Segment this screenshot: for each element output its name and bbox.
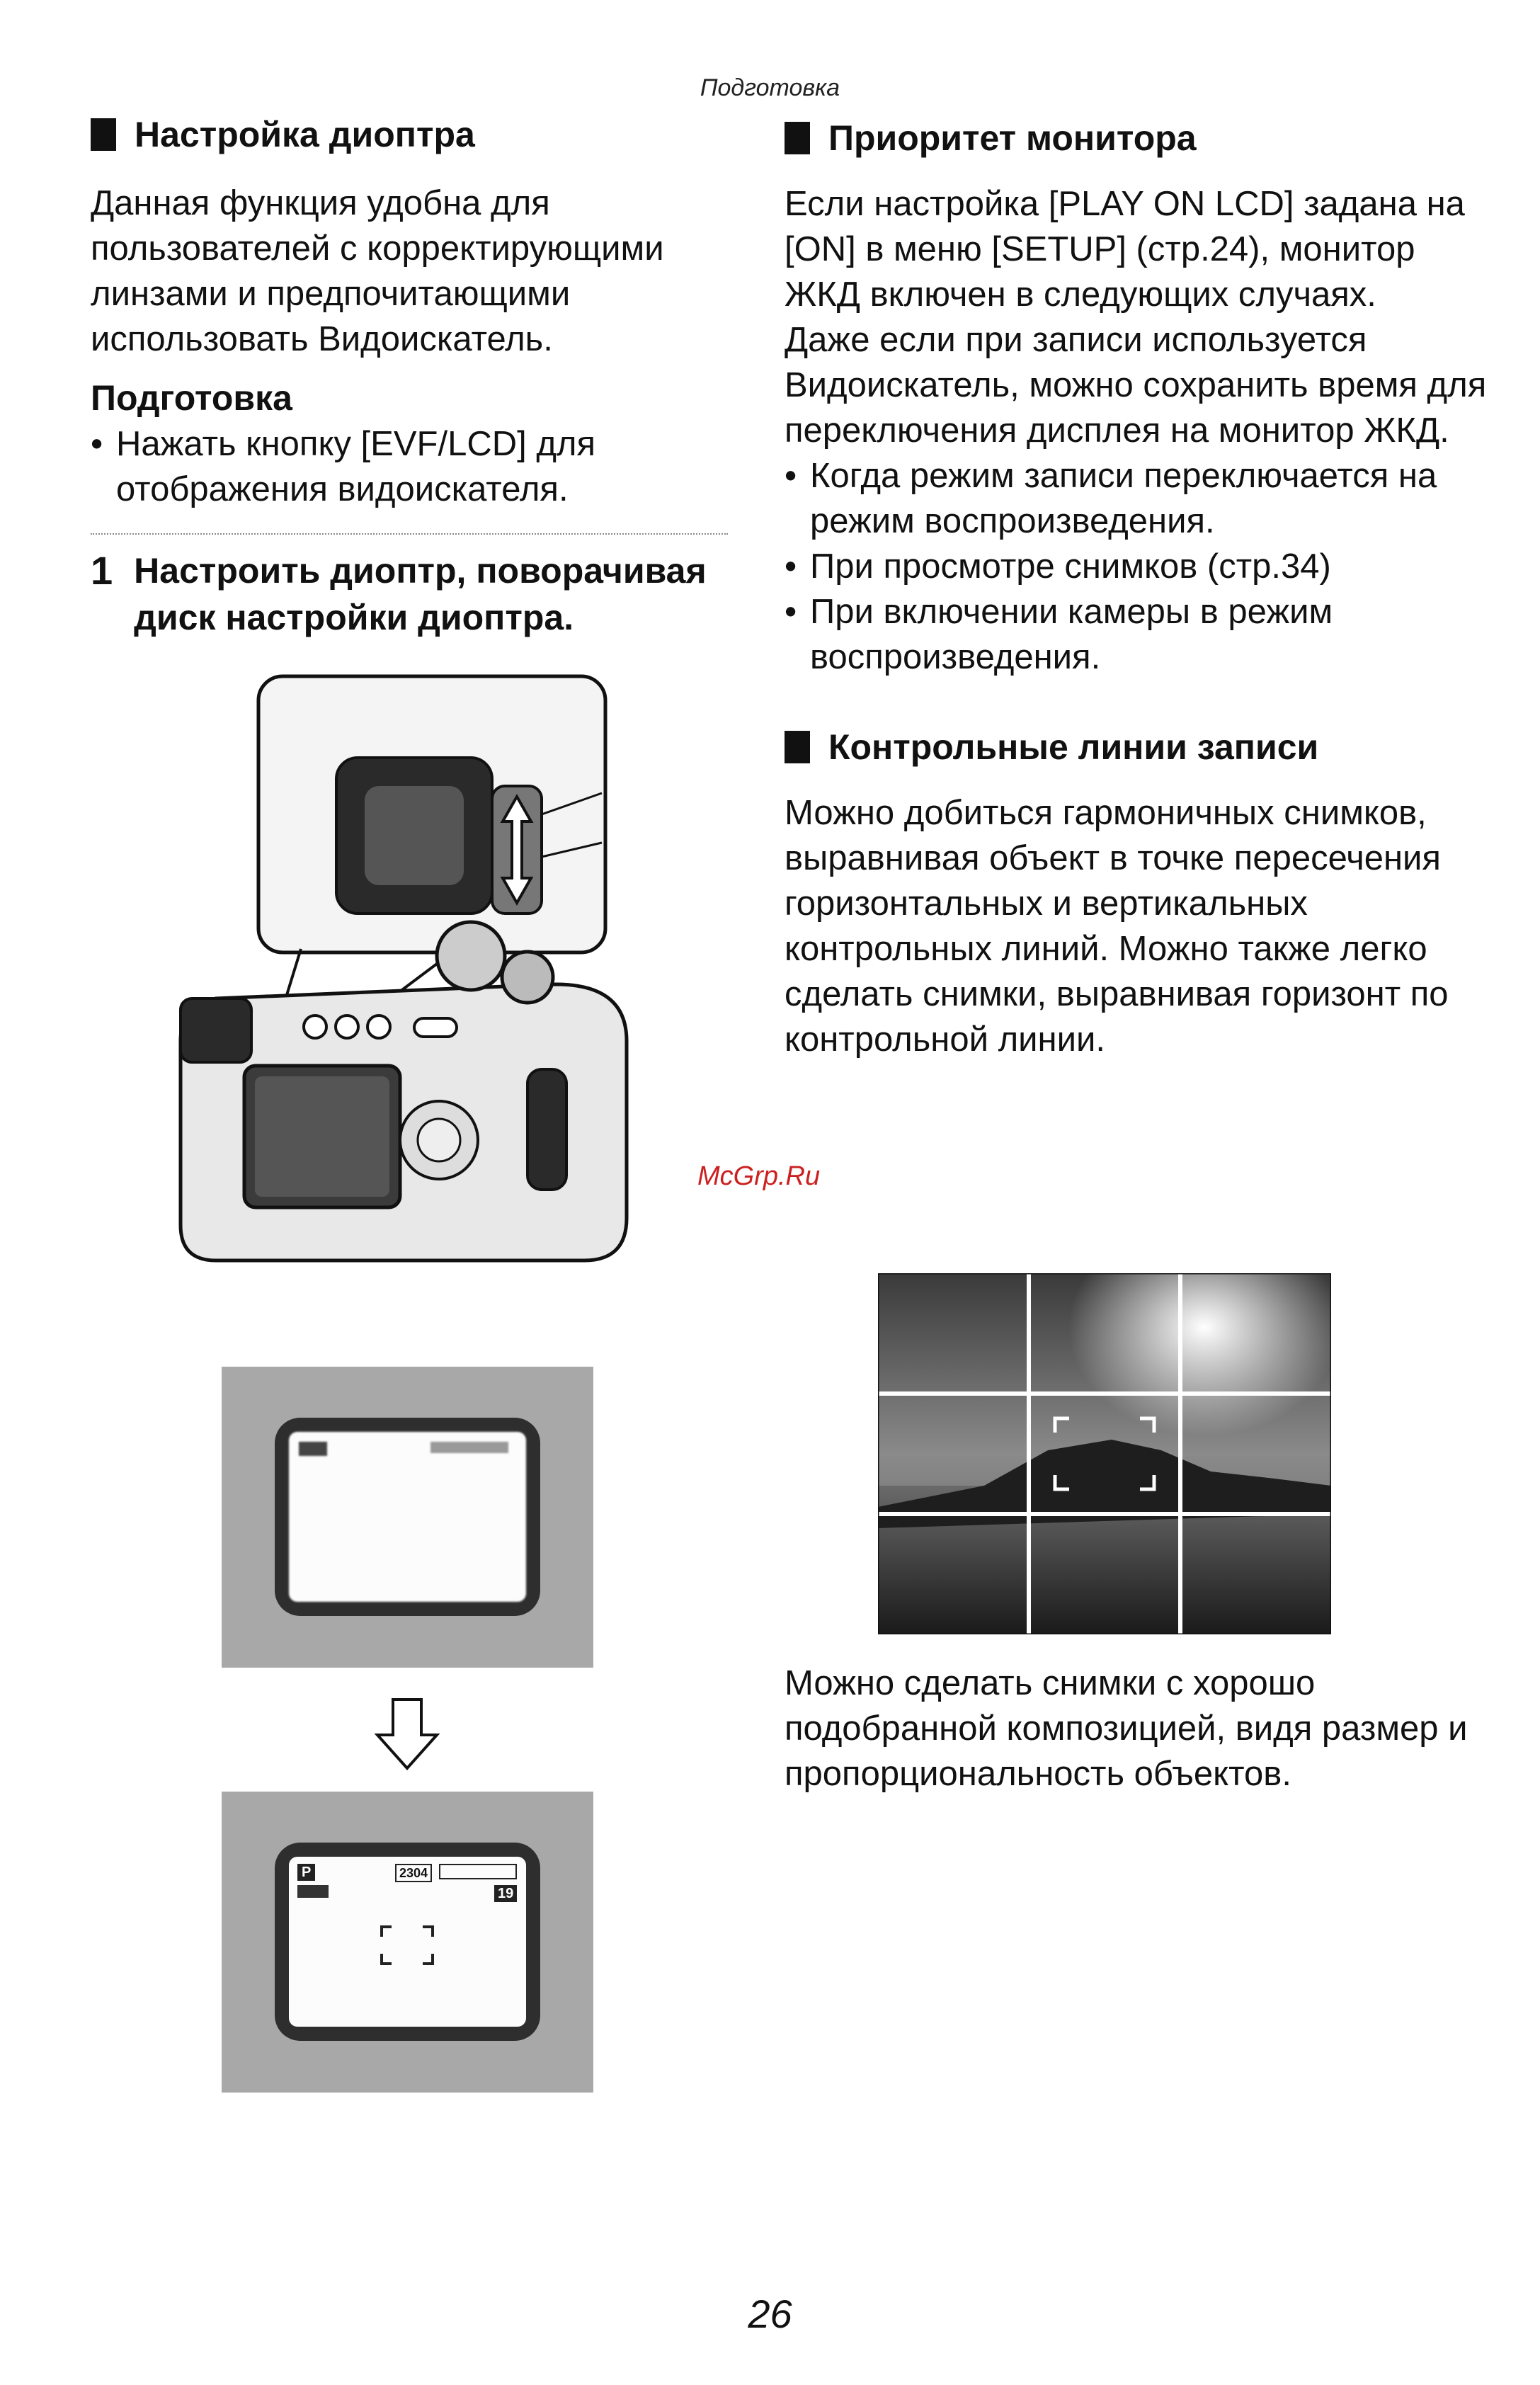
guide-lines-photo (878, 1273, 1331, 1634)
quality-indicator (297, 1885, 329, 1898)
lcd-before-bezel (275, 1418, 540, 1616)
divider (91, 533, 728, 535)
guides-title-text: Контрольные линии записи (828, 727, 1319, 767)
lcd-before-panel (222, 1367, 593, 1668)
lcd-before-screen-blurred (289, 1432, 526, 1602)
watermark: McGrp.Ru (697, 1161, 821, 1191)
resolution-indicator: 2304 (395, 1864, 432, 1882)
prep-title: Подготовка (91, 378, 292, 418)
monitor-para-1: Если настройка [PLAY ON LCD] задана на [ON] в меню [SETUP] (стр.24), монитор ЖКД включен в следующих случаях. (785, 185, 1465, 314)
monitor-title-text: Приоритет монитора (828, 118, 1197, 158)
page-header: Подготовка (700, 74, 840, 101)
diopter-description: Данная функция удобна для пользователей с корректирующими линзами и предпочитающими использовать Видоискатель. (91, 184, 664, 358)
frames-remaining: 19 (494, 1885, 517, 1902)
monitor-para-2: Даже если при записи используется Видоискатель, можно сохранить время для переключения дисплея на монитор ЖКД. (785, 321, 1487, 450)
mode-dial (437, 922, 505, 990)
battery-indicator (439, 1864, 517, 1879)
right-column (785, 120, 1493, 1062)
section-marker-icon (91, 118, 116, 151)
lcd-after-screen (289, 1857, 526, 2027)
step-number: 1 (91, 548, 113, 593)
section-marker-icon (785, 122, 810, 154)
mode-indicator: P (297, 1864, 315, 1881)
monitor-item: • При просмотре снимков (стр.34) (785, 544, 1493, 589)
section-guides-title (785, 729, 1493, 765)
lcd-after-panel (222, 1792, 593, 2093)
monitor-item: • Когда режим записи переключается на режим воспроизведения. (785, 453, 1493, 544)
prep-item: • Нажать кнопку [EVF/LCD] для отображения видоискателя. (91, 421, 742, 512)
guides-para-1: Можно добиться гармоничных снимков, выравнивая объект в точке пересечения горизонтальных и вертикальных контрольных линий. Можно также легко сделать снимки, выравнивая горизонт по контрольной линии. (785, 794, 1449, 1059)
section-marker-icon (785, 731, 810, 763)
prep-list (91, 421, 742, 512)
section-diopter-title (91, 117, 742, 152)
step-text: Настроить диоптр, поворачивая диск настройки диоптра. (134, 551, 707, 637)
lcd-after-bezel (275, 1843, 540, 2041)
page-number: 26 (748, 2292, 792, 2336)
arrow-down-icon (372, 1696, 443, 1774)
af-frame-icon (379, 1924, 435, 1966)
left-column (91, 117, 742, 641)
section-monitor-title (785, 120, 1493, 156)
diopter-title-text: Настройка диоптра (135, 115, 475, 154)
monitor-list (785, 453, 1493, 680)
step-1 (91, 547, 742, 641)
grip (527, 1069, 566, 1190)
monitor-item: • При включении камеры в режим воспроизведения. (785, 589, 1493, 680)
evf-eyepiece (181, 998, 251, 1062)
evf-lcd-button (414, 1018, 457, 1037)
camera-illustration (159, 673, 655, 1310)
guides-para-2: Можно сделать снимки с хорошо подобранной композицией, видя размер и пропорциональность объектов. (785, 1664, 1468, 1793)
